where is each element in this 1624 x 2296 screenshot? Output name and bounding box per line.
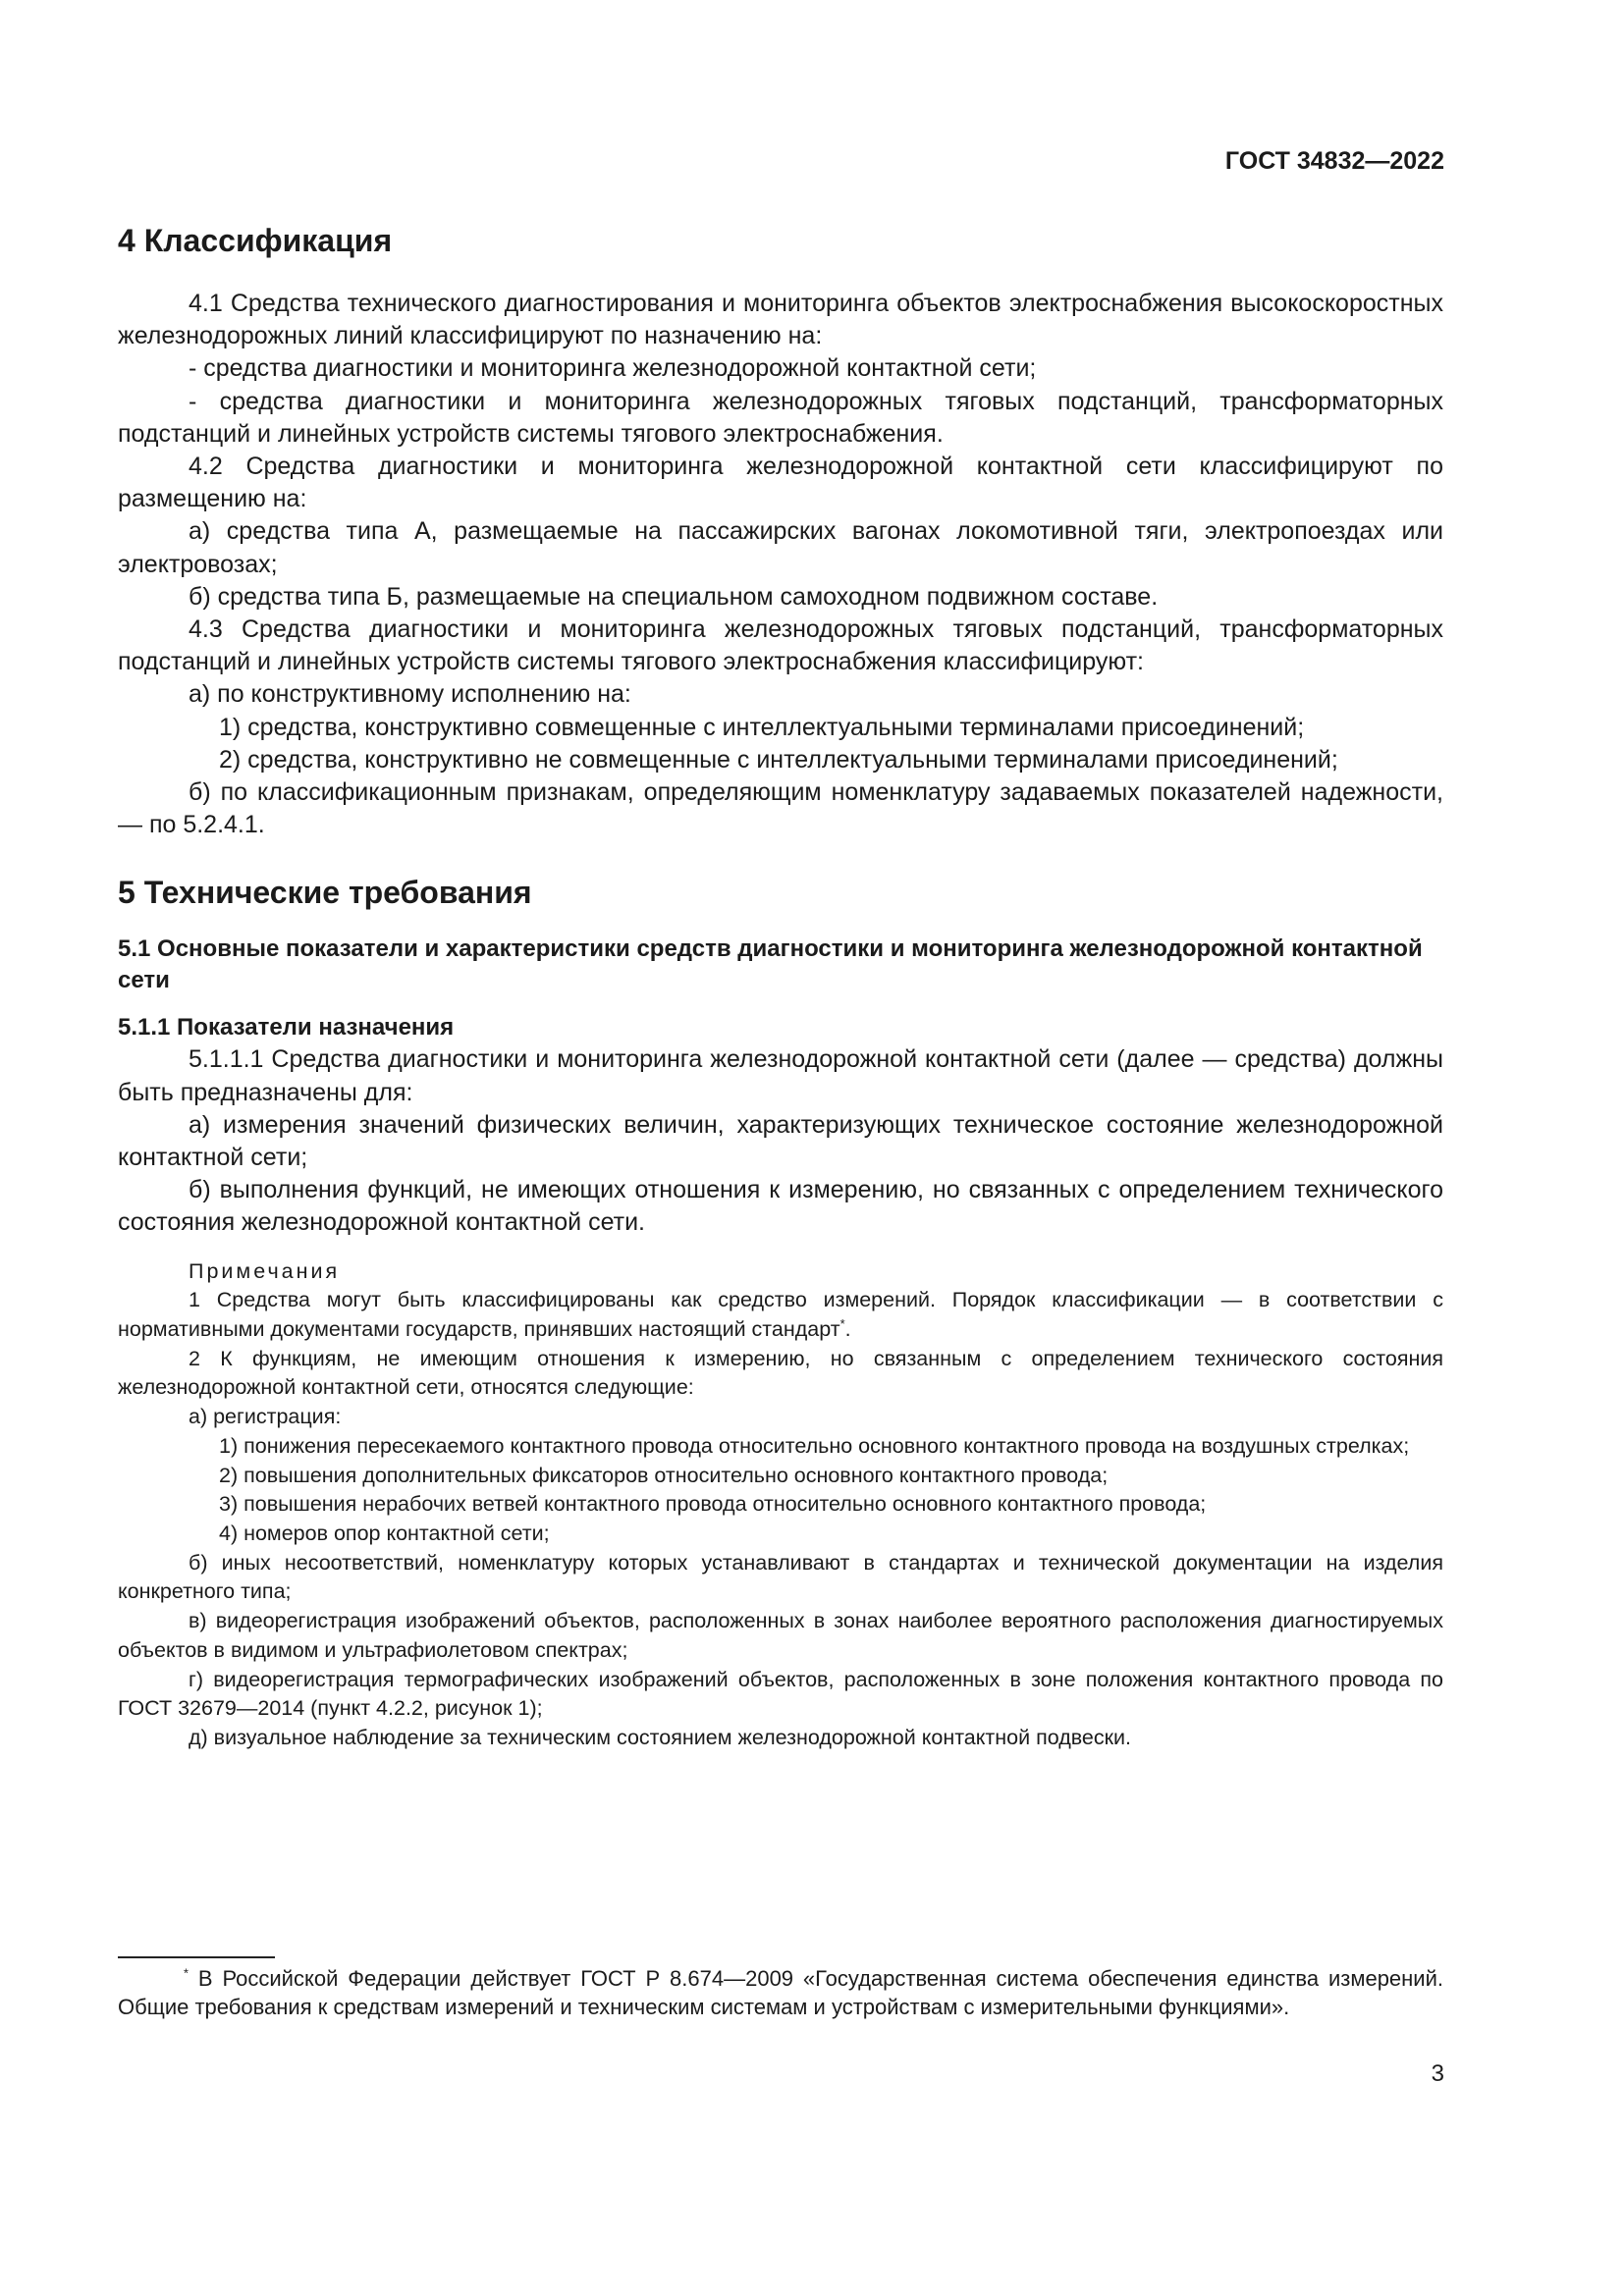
page-number: 3 [1431, 2060, 1444, 2087]
footnote-text: В Российской Федерации действует ГОСТ Р 8.674—2009 «Государственная система обеспечения единства измерений. Общие требования к средствам измерений и техническим системам и устройствам с измерительными функциями». [118, 1966, 1443, 2020]
note-1 [118, 1286, 1443, 1344]
list-item: а) по конструктивному исполнению на: [189, 680, 631, 709]
footnote-mark: * [183, 1965, 189, 1981]
paragraph-4-1: 4.1 Средства технического диагностирования и мониторинга объектов электроснабжения высокоскоростных железнодорожных линий классифицируют по назначению на: [118, 290, 1443, 350]
list-item: а) регистрация: [189, 1405, 342, 1429]
footnote-reference: * [839, 1315, 845, 1331]
list-item: б) по классификационным признакам, определяющим номенклатуру задаваемых показателей надежности, — по 5.2.4.1. [118, 778, 1443, 839]
document-code: ГОСТ 34832—2022 [1224, 147, 1444, 175]
list-item: - средства диагностики и мониторинга железнодорожных тяговых подстанций, трансформаторных подстанций и линейных устройств системы тягового электроснабжения. [118, 387, 1443, 448]
note-1-end: . [844, 1317, 851, 1342]
section-5-heading: 5 Технические требования [118, 875, 532, 911]
list-item: 3) повышения нерабочих ветвей контактного провода относительно основного контактного провода; [219, 1492, 1207, 1517]
footnote-mark-wrapper [118, 1964, 189, 1993]
paragraph-4-2: 4.2 Средства диагностики и мониторинга железнодорожной контактной сети классифицируют по размещению на: [118, 453, 1443, 513]
footnote-divider [118, 1956, 275, 1958]
list-item: 1) средства, конструктивно совмещенные с интеллектуальными терминалами присоединений; [219, 713, 1305, 741]
list-item: б) иных несоответствий, номенклатуру которых устанавливают в стандартах и технической документации на изделия конкретного типа; [118, 1550, 1443, 1604]
note-1-text: 1 Средства могут быть классифицированы как средство измерений. Порядок классификации — в соответствии с нормативными документами государств, принявших настоящий стандарт [118, 1288, 1443, 1342]
list-item: в) видеорегистрация изображений объектов, расположенных в зонах наиболее вероятного расположения диагностируемых объектов в видимом и ультрафиолетовом спектрах; [118, 1609, 1443, 1662]
page-content [118, 221, 1443, 1753]
list-item: б) средства типа Б, размещаемые на специальном самоходном подвижном составе. [189, 582, 1159, 611]
paragraph-5-1-1-1: 5.1.1.1 Средства диагностики и мониторинга железнодорожной контактной сети (далее — средства) должны быть предназначены для: [118, 1045, 1443, 1106]
list-item: 4) номеров опор контактной сети; [219, 1522, 550, 1545]
list-item: г) видеорегистрация термографических изображений объектов, расположенных в зоне положения контактного провода по ГОСТ 32679—2014 (пункт 4.2.2, рисунок 1); [118, 1667, 1443, 1721]
list-item: 2) средства, конструктивно не совмещенные с интеллектуальными терминалами присоединений; [219, 745, 1338, 774]
subsection-5-1-heading: 5.1 Основные показатели и характеристики средств диагностики и мониторинга железнодорожной контактной сети [118, 935, 1423, 994]
footnote [118, 1964, 1443, 2022]
list-item: д) визуальное наблюдение за техническим состоянием железнодорожной контактной подвески. [189, 1725, 1132, 1749]
note-2: 2 К функциям, не имеющим отношения к измерению, но связанным с определением технического состояния железнодорожной контактной сети, относятся следующие: [118, 1346, 1443, 1400]
paragraph-4-3: 4.3 Средства диагностики и мониторинга железнодорожных тяговых подстанций, трансформаторных подстанций и линейных устройств системы тягового электроснабжения классифицируют: [118, 615, 1443, 676]
section-4-heading: 4 Классификация [118, 223, 393, 258]
list-item: 2) повышения дополнительных фиксаторов относительно основного контактного провода; [219, 1463, 1109, 1487]
list-item: а) измерения значений физических величин, характеризующих техническое состояние железнодорожной контактной сети; [118, 1110, 1443, 1172]
list-item: - средства диагностики и мониторинга железнодорожной контактной сети; [189, 354, 1037, 383]
list-item: б) выполнения функций, не имеющих отношения к измерению, но связанных с определением технического состояния железнодорожной контактной сети. [118, 1176, 1443, 1237]
subsection-5-1-1-heading: 5.1.1 Показатели назначения [118, 1014, 455, 1041]
list-item: 1) понижения пересекаемого контактного провода относительно основного контактного провода на воздушных стрелках; [219, 1433, 1410, 1458]
list-item: а) средства типа А, размещаемые на пассажирских вагонах локомотивной тяги, электропоездах или электровозах; [118, 517, 1443, 578]
notes-heading: Примечания [189, 1258, 341, 1283]
